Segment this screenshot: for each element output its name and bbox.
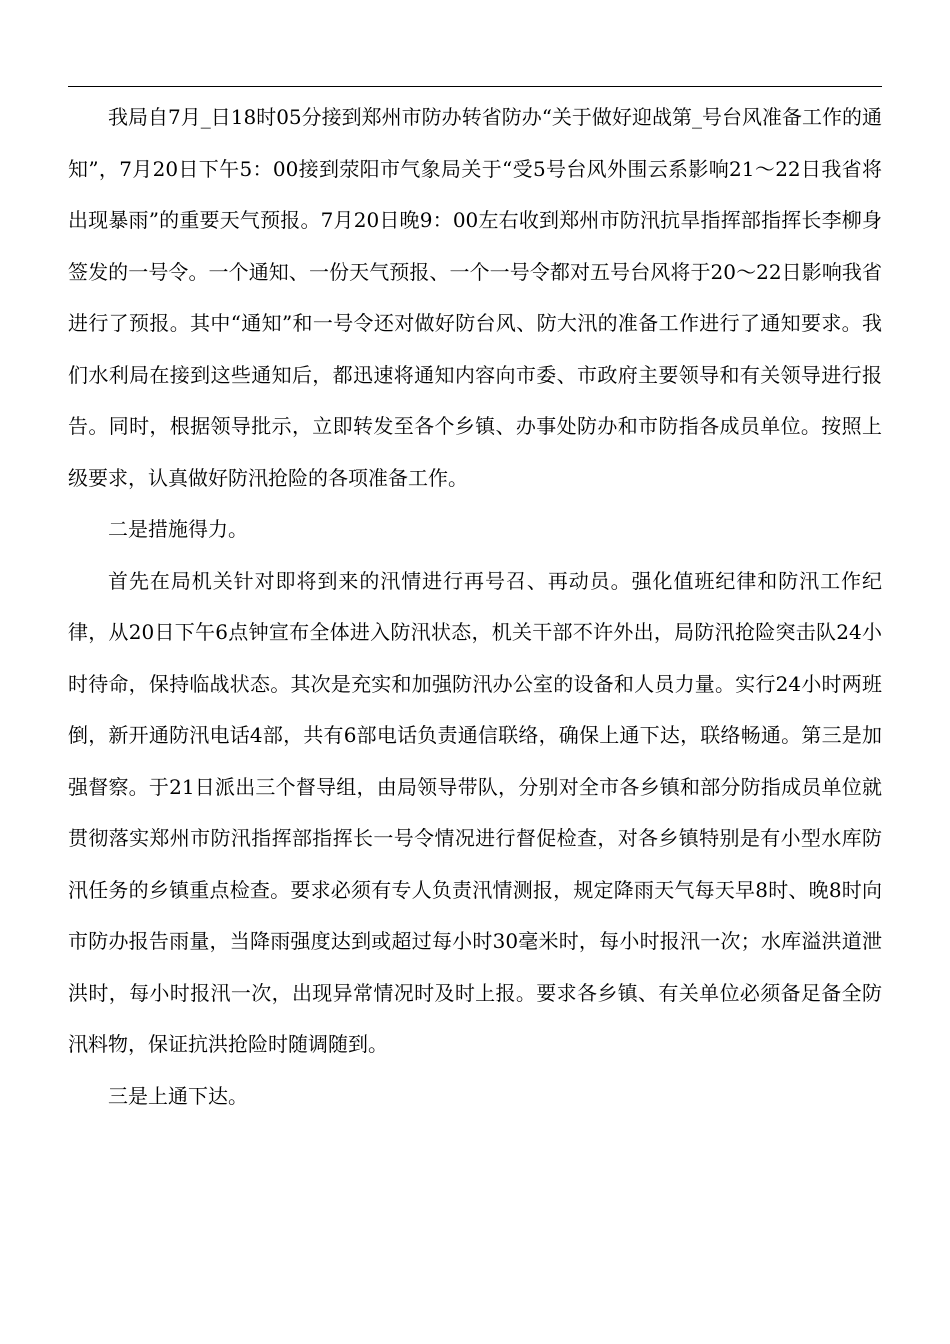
paragraph-heading-communication: 三是上通下达。 (108, 1083, 248, 1108)
document-body (68, 92, 882, 1122)
paragraph-heading-measures: 二是措施得力。 (108, 517, 248, 541)
header-rule (68, 86, 882, 87)
paragraph-measures-detail: 首先在局机关针对即将到来的汛情进行再号召、再动员。强化值班纪律和防汛工作纪律，从20日下午6点钟宣布全体进入防汛状态，机关干部不许外出，局防汛抢险突击队24小时待命，保持临战状态。其次是充实和加强防汛办公室的设备和人员力量。实行24小时两班倒，新开通防汛电话4部，共有6部电话负责通信联络，确保上通下达，联络畅通。第三是加强督察。于21日派出三个督导组，由局领导带队，分别对全市各乡镇和部分防指成员单位就贯彻落实郑州市防汛指挥部指挥长一号令情况进行督促检查，对各乡镇特别是有小型水库防汛任务的乡镇重点检查。要求必须有专人负责汛情测报，规定降雨天气每天早8时、晚8时向市防办报告雨量，当降雨强度达到或超过每小时30毫米时，每小时报汛一次；水库溢洪道泄洪时，每小时报汛一次，出现异常情况时及时上报。要求各乡镇、有关单位必须备足备全防汛料物，保证抗洪抢险时随调随到。 (68, 568, 882, 1056)
paragraph-notice-received: 我局自7月_日18时05分接到郑州市防办转省防办“关于做好迎战第_号台风准备工作的通知”，7月20日下午5：00接到荥阳市气象局关于“受5号台风外围云系影响21～22日我省将出现暴雨”的重要天气预报。7月20日晚9：00左右收到郑州市防汛抗旱指挥部指挥长李柳身签发的一号令。一个通知、一份天气预报、一个一号令都对五号台风将于20～22日影响我省进行了预报。其中“通知”和一号令还对做好防台风、防大汛的准备工作进行了通知要求。我们水利局在接到这些通知后，都迅速将通知内容向市委、市政府主要领导和有关领导进行报告。同时，根据领导批示，立即转发至各个乡镇、办事处防办和市防指各成员单位。按照上级要求，认真做好防汛抢险的各项准备工作。 (68, 105, 882, 490)
